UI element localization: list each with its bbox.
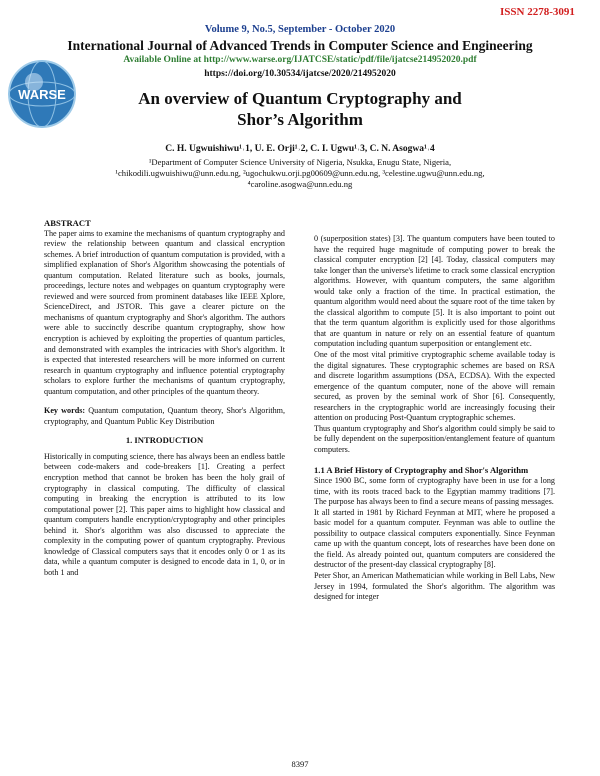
introduction-text: Historically in computing science, there has always been an endless battle between code-makers and code-breakers [1]. Creating a perfect encryption method that cannot be broken has been the holy grail of cryptography in classical computing. The difficulty of classical computing in breaking the encryption is attributed to its low computational power [2]. This paper aims to highlight how classical and quantum computers handle encryption/cryptography and other principles behind it. Shor's algorithm was also discussed to appreciate the complexity in the computing power of quantum cryptography. Previous knowledge of Classical computers says that it encodes only 0 or 1 as its data, while a quantum computer is designed to encode data in 1, 0, or in both 1 and [44, 451, 285, 577]
title-line-1: An overview of Quantum Cryptography and [138, 89, 462, 108]
introduction-heading: 1. INTRODUCTION [125, 435, 204, 446]
paper-title [80, 88, 520, 130]
abstract-heading: ABSTRACT [44, 218, 91, 228]
keywords-label: Key words: [44, 406, 86, 416]
history-subheading: 1.1 A Brief History of Cryptography and Shor's Algorithm [314, 465, 529, 476]
right-column [314, 234, 555, 603]
issn-label: ISSN 2278-3091 [500, 6, 575, 18]
paragraph-history-origins: Since 1900 BC, some form of cryptography have been in use for a long time, with its roots traced back to the Egyptian mammy traditions [7]. The purpose has always been to find a secure means of passing messages. [314, 476, 555, 507]
paragraph-shor: Peter Shor, an American Mathematician while working in Bell Labs, New Jersey in 1994, formulated the Shor's algorithm. The algorithm was designed for integer [314, 570, 555, 602]
warse-logo [6, 58, 78, 130]
paragraph-digital-signatures: One of the most vital primitive cryptographic scheme available today is the digital signatures. These cryptographic schemes are based on RSA and discrete logarithm assumptions (DSA, ECDSA). With the expected emergence of the quantum computer, none of the above will remain secured, as proven by the seminal work of Shor [6]. Consequently, researchers in the cryptographic world are increasingly focusing their attention on producing Post-Quantum cryptographic schemes. [314, 350, 555, 423]
left-column [44, 218, 285, 579]
keywords-paragraph [44, 406, 285, 427]
paragraph-superposition: 0 (superposition states) [3]. The quantum computers have been touted to have the required huge magnitude of computing power to break the classical computer encryption [2] [4]. Today, classical computers may take longer than the universe's lifetime to crack some classical encryption algorithms. However, with quantum computers, the same algorithm would take only a fraction of the time. In practical estimation, the quantum algorithm would need about the square root of the time taken by the classical algorithm to compute [5]. It is also important to point out that the term quantum algorithm is explicitly used for those algorithms that are quantum in nature or rely on an essential feature of quantum computation including quantum superposition or entanglement etc. [314, 234, 555, 349]
journal-name: International Journal of Advanced Trends in Computer Science and Engineering [67, 38, 533, 53]
emails-line-1: ¹chikodili.ugwuishiwu@unn.edu.ng, ²ugochukwu.orji.pg00609@unn.edu.ng, ³celestine.ugwu@unn.edu.ng, [115, 168, 485, 178]
available-online-link[interactable]: Available Online at http://www.warse.org/IJATCSE/static/pdf/file/ijatcse214952020.pdf [123, 55, 477, 65]
authors-line: C. H. Ugwuishiwu¹˒1, U. E. Orji¹˒2, C. I. Ugwu¹˒3, C. N. Asogwa¹˒4 [165, 144, 435, 154]
page-number: 8397 [291, 759, 309, 769]
paragraph-feynman: It all started in 1981 by Richard Feynman at MIT, where he proposed a basic model for a quantum computer. Feynman was able to outline the possibility to outpace classical computers exponentially. Since Feynman came up with the quantum concept, lots of researches have been done on the field. As already pointed out, quantum computers are considered the destructor of the present-day classical cryptography [8]. [314, 507, 555, 570]
affiliation-line: ¹Department of Computer Science University of Nigeria, Nsukka, Enugu State, Nigeria, [148, 157, 452, 167]
logo-text: WARSE [18, 87, 66, 102]
doi-link[interactable]: https://doi.org/10.30534/ijatcse/2020/214952020 [204, 69, 396, 79]
paragraph-dependence: Thus quantum cryptography and Shor's algorithm could simply be said to be fully dependent on the superposition/entanglement feature of quantum computers. [314, 423, 555, 454]
abstract-text: The paper aims to examine the mechanisms of quantum cryptography and review the relationship between quantum and classical encryption schemes. A brief introduction of quantum computation is provided, with a simplified explanation of Shor's Algorithm showcasing the potentials of quantum computation. Related literature such as books, journals, proceedings, lecture notes and webpages on quantum cryptography were reviewed and were sourced from prominent databases like IEEE Xplore, ScienceDirect, and JSTOR. This gave a clearer picture on the mechanisms of quantum cryptography and Shor's algorithm. The authors were able to succinctly describe quantum cryptography, show how encryption is achieved by exploiting the properties of quantum particles, and demonstrated with examples the intricacies with Shor's algorithm. It is expected that interested researchers will be more informed on current research in quantum cryptography and influence potential cryptography scholars to explore further the mechanisms of quantum cryptography, quantum computation, and other principles of the quantum theory. [44, 228, 285, 396]
emails-line-2: ⁴caroline.asogwa@unn.edu.ng [247, 179, 353, 189]
title-line-2: Shor’s Algorithm [237, 110, 363, 129]
volume-line: Volume 9, No.5, September - October 2020 [204, 24, 396, 35]
keywords-text: Quantum computation, Quantum theory, Shor's Algorithm, cryptography, and Quantum Public Key Distribution [44, 406, 286, 426]
